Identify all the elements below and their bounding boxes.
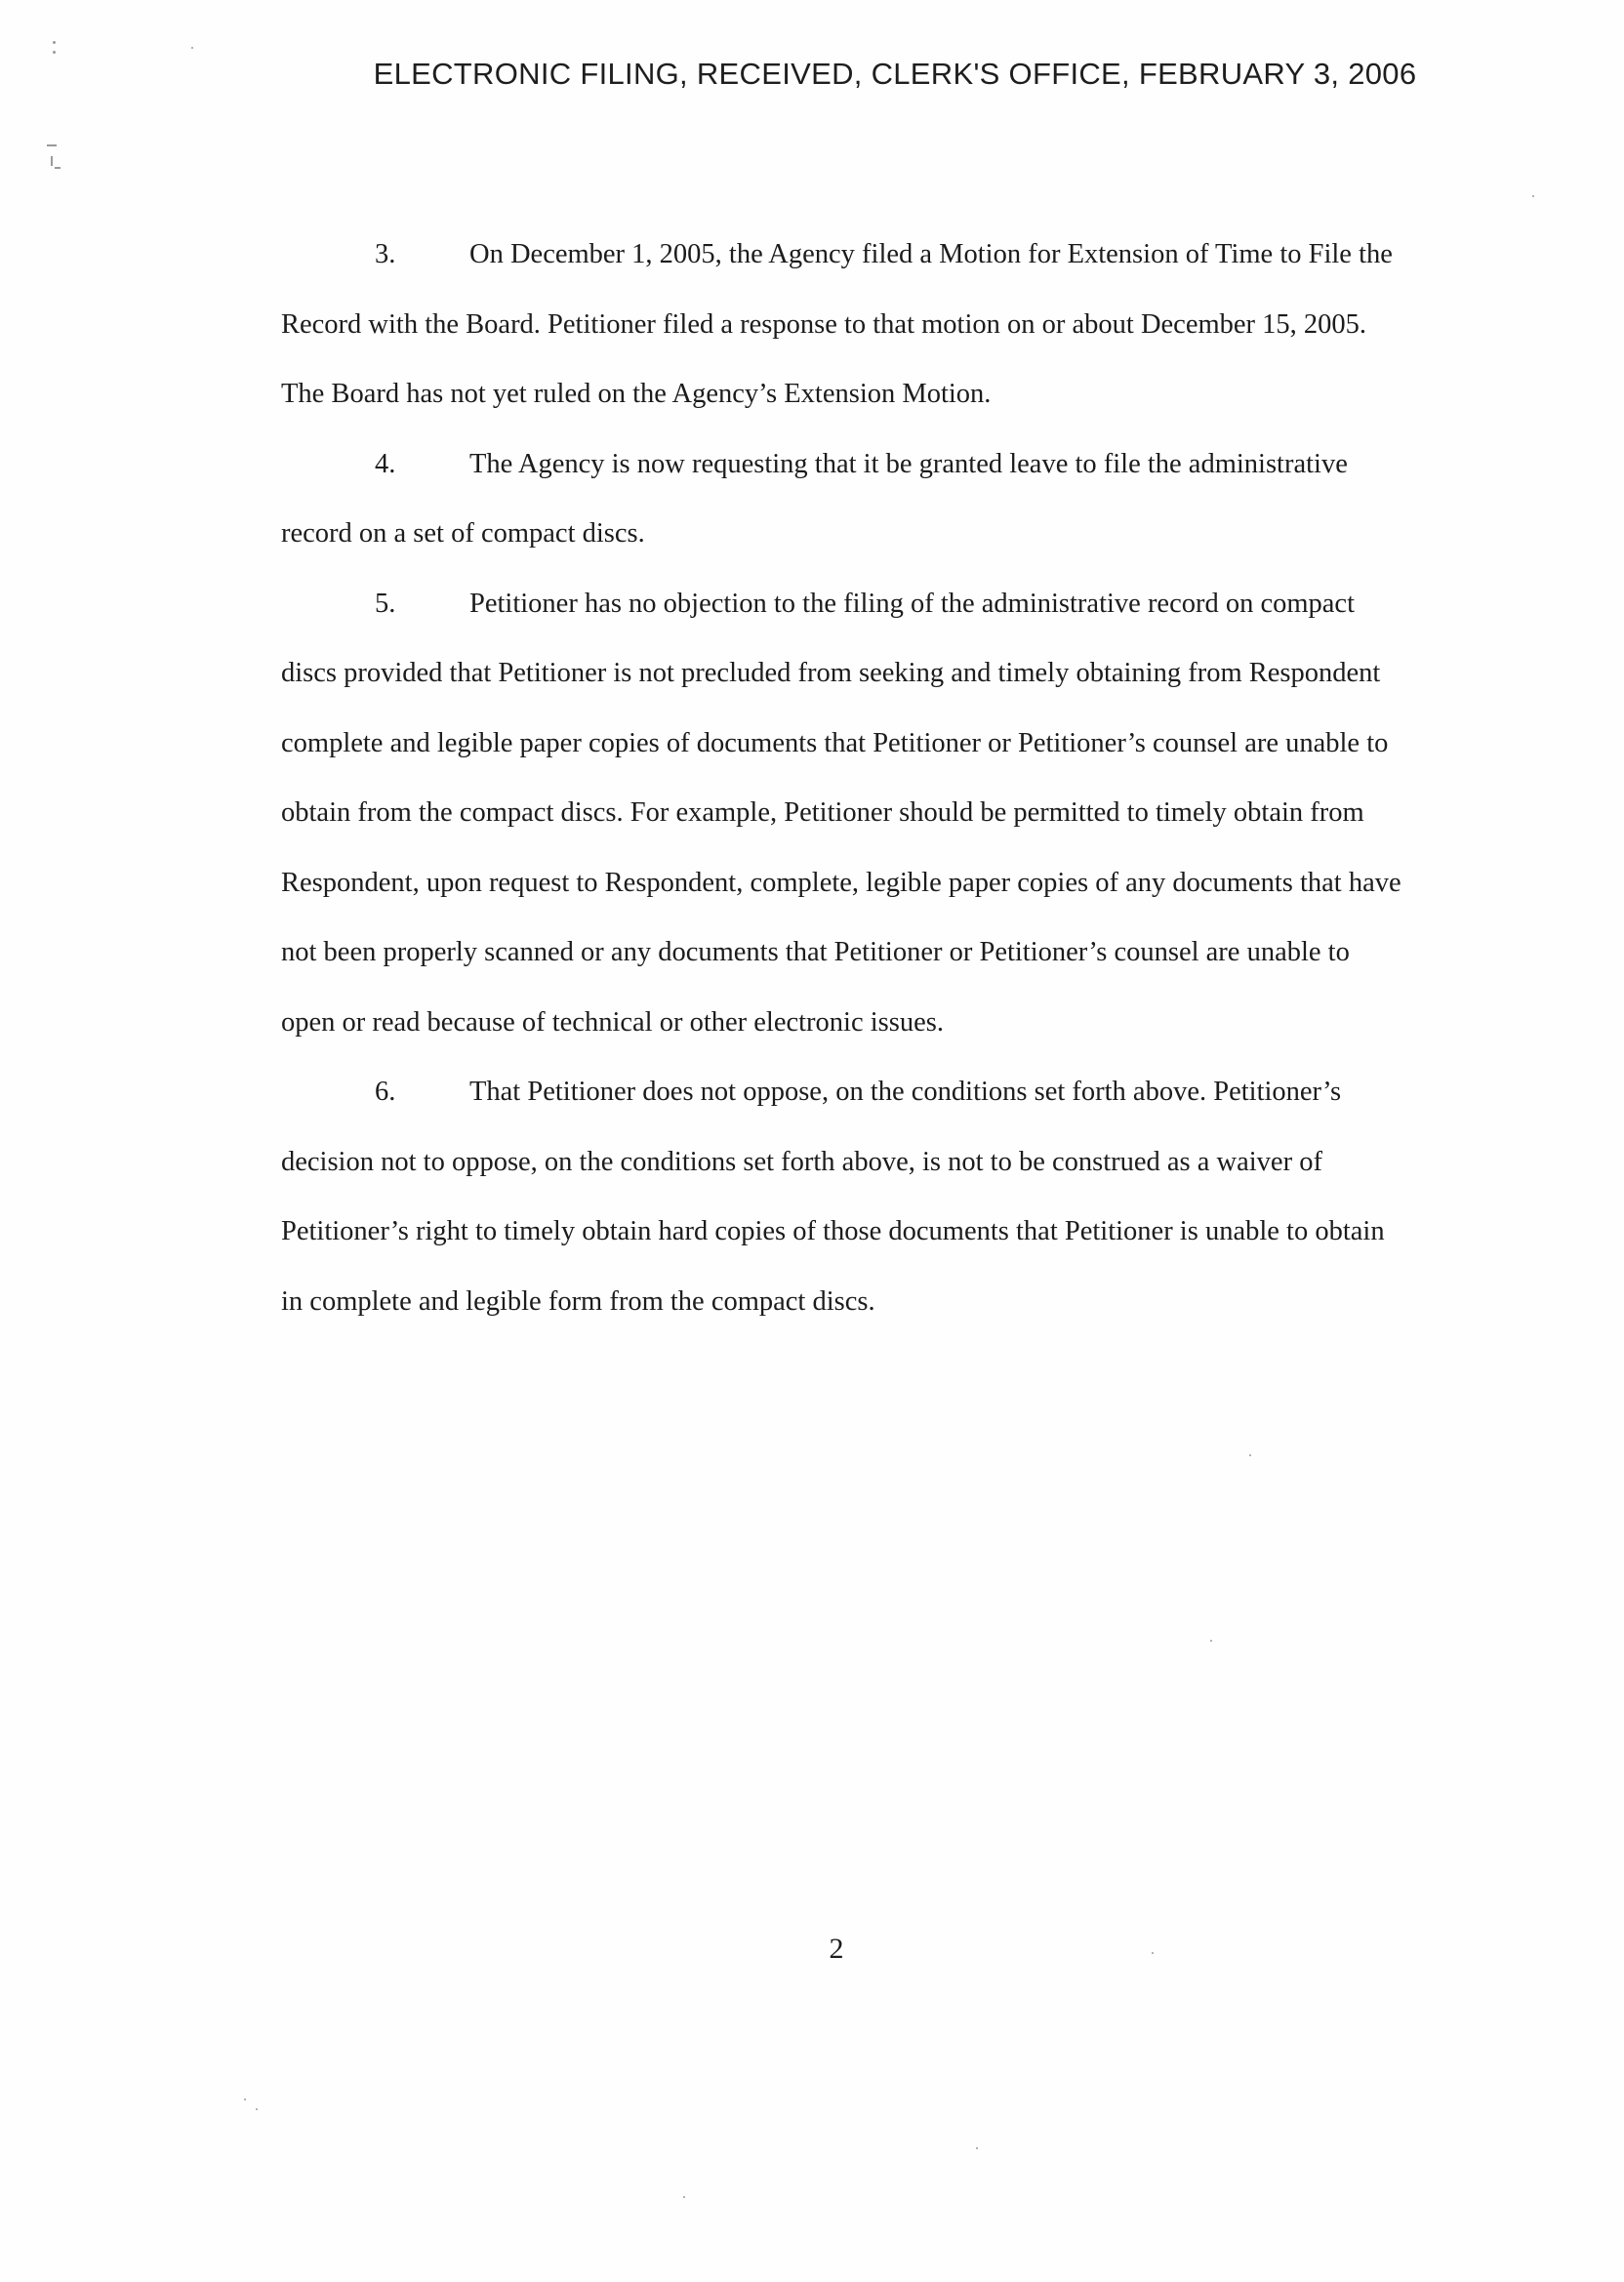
- scan-speck: [244, 2099, 246, 2100]
- scan-speck: [256, 2108, 258, 2110]
- scan-speck: [55, 167, 61, 169]
- paragraph-text: Petitioner has no objection to the filing of the administrative record on compact discs provided that Petitioner is not precluded from seeking and timely obtaining from Respondent complete and legible paper copies of documents that Petitioner or Petitioner’s counsel are unable to obtain from the compact discs. For example, Petitioner should be permitted to timely obtain from Respondent, upon request to Respondent, complete, legible paper copies of any documents that have not been properly scanned or any documents that Petitioner or Petitioner’s counsel are unable to open or read because of technical or other electronic issues.: [281, 588, 1401, 1038]
- scan-speck: [976, 2147, 978, 2149]
- paragraph-text: The Agency is now requesting that it be granted leave to file the administrative record on a set of compact discs.: [281, 448, 1348, 549]
- scan-speck: [1532, 195, 1534, 197]
- paragraph-6: [281, 1057, 1403, 1336]
- filing-header: ELECTRONIC FILING, RECEIVED, CLERK'S OFFICE, FEBRUARY 3, 2006: [373, 57, 1417, 91]
- paragraph-text: That Petitioner does not oppose, on the conditions set forth above. Petitioner’s decision not to oppose, on the conditions set forth above, is not to be construed as a waiver of Petitioner’s right to timely obtain hard copies of those documents that Petitioner is unable to obtain in complete and legible form from the compact discs.: [281, 1077, 1385, 1317]
- scan-speck: [51, 156, 53, 166]
- paragraph-5: [281, 569, 1403, 1058]
- paragraph-text: On December 1, 2005, the Agency filed a Motion for Extension of Time to File the Record with the Board. Petitioner filed a response to that motion on or about December 15, 2005. The Board has not yet ruled on the Agency’s Extension Motion.: [281, 239, 1393, 409]
- paragraph-4: [281, 429, 1403, 569]
- paragraph-number: 3.: [375, 239, 396, 269]
- scan-speck: [1152, 1952, 1154, 1954]
- paragraph-number: 4.: [375, 448, 396, 479]
- paragraph-number: 5.: [375, 588, 396, 619]
- scan-speck: [53, 51, 56, 54]
- paragraph-3: [281, 220, 1403, 429]
- page-number: 2: [829, 1933, 844, 1965]
- scan-speck: [1249, 1454, 1251, 1456]
- paragraph-number: 6.: [375, 1077, 396, 1107]
- scan-speck: [1210, 1640, 1212, 1642]
- scan-speck: [53, 41, 56, 44]
- scan-speck: [191, 47, 193, 49]
- scan-speck: [683, 2196, 685, 2198]
- scan-speck: [47, 144, 57, 146]
- document-body: [281, 220, 1403, 1336]
